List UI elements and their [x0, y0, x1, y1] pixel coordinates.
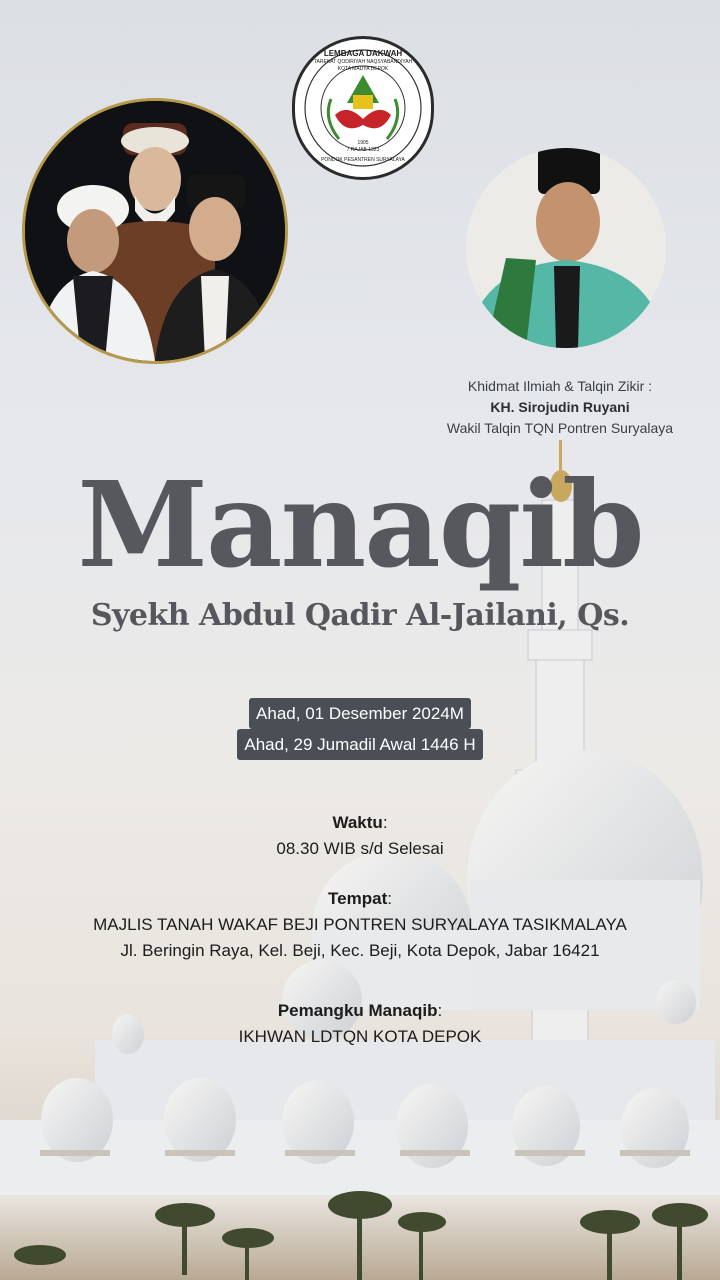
speaker-name: KH. Sirojudin Ruyani: [490, 399, 630, 415]
speaker-portrait: [466, 148, 666, 348]
event-subtitle: Syekh Abdul Qadir Al-Jailani, Qs.: [90, 598, 630, 633]
date-hijri: Ahad, 29 Jumadil Awal 1446 H: [237, 729, 482, 760]
host-label: Pemangku Manaqib: [277, 1001, 438, 1020]
event-dates: [0, 698, 720, 760]
time-label: Waktu: [332, 813, 383, 832]
host-block: Pemangku Manaqib: IKHWAN LDTQN KOTA DEPOK: [0, 998, 720, 1050]
speaker-info: [420, 376, 700, 439]
time-block: Waktu: 08.30 WIB s/d Selesai: [0, 810, 720, 862]
logo-date-text: 7 RAJAB 1323: [346, 147, 380, 153]
event-title: Manaqib: [77, 455, 643, 594]
ulama-portrait: [22, 98, 288, 364]
place-address: Jl. Beringin Raya, Kel. Beji, Kec. Beji, Kota Depok, Jabar 16421: [120, 941, 600, 960]
ulama-portrait-image: [25, 101, 285, 361]
host-value: IKHWAN LDTQN KOTA DEPOK: [238, 1027, 482, 1046]
logo-sub-text: KOTA MADYA DEPOK: [337, 66, 389, 72]
place-block: Tempat: MAJLIS TANAH WAKAF BEJI PONTREN SURYALAYA TASIKMALAYA Jl. Beringin Raya, Kel. Beji, Kec. Beji, Kota Depok, Jabar 16421: [0, 886, 720, 964]
logo-bottom-text: PONDOK PESANTREN SURYALAYA: [321, 157, 405, 163]
place-label: Tempat: [328, 889, 388, 908]
place-name: MAJLIS TANAH WAKAF BEJI PONTREN SURYALAYA TASIKMALAYA: [93, 915, 627, 934]
time-value: 08.30 WIB s/d Selesai: [276, 839, 444, 858]
date-masehi: Ahad, 01 Desember 2024M: [249, 698, 471, 729]
ldtqn-logo: [292, 36, 434, 180]
logo-top-text: LEMBAGA DAKWAH: [323, 49, 403, 58]
speaker-role: Wakil Talqin TQN Pontren Suryalaya: [446, 420, 674, 436]
logo-ring-text: TAREKAT QODIRIYAH NAQSYABANDIYAH: [313, 59, 413, 65]
speaker-portrait-image: [466, 148, 666, 348]
speaker-intro: Khidmat Ilmiah & Talqin Zikir :: [467, 378, 653, 394]
logo-year-text: 1905: [357, 140, 369, 146]
